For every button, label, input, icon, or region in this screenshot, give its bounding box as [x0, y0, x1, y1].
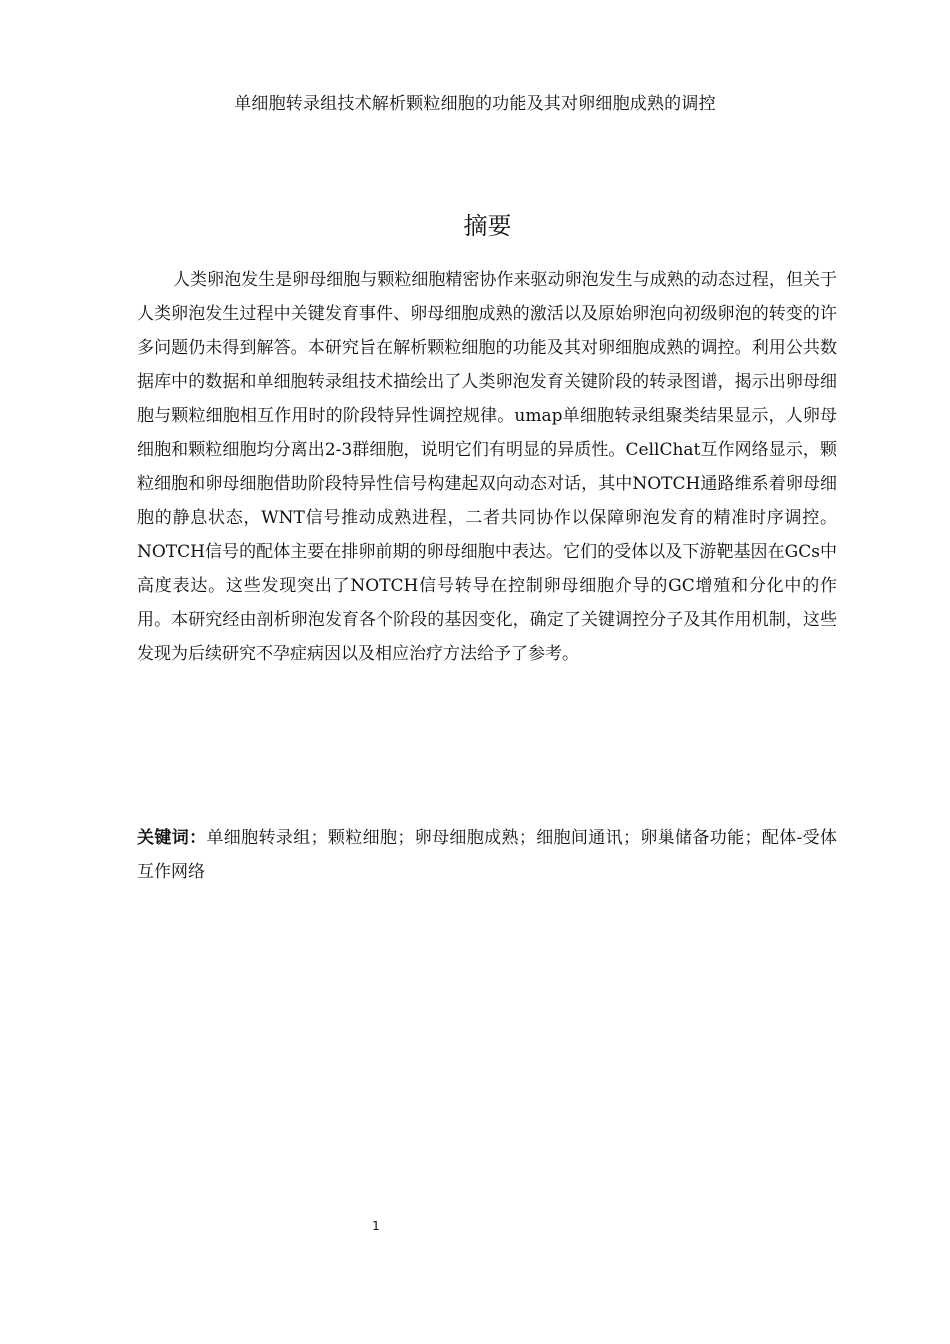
- keywords-label: 关键词：: [137, 828, 207, 848]
- page-number: 1: [372, 1219, 380, 1233]
- abstract-body: 人类卵泡发生是卵母细胞与颗粒细胞精密协作来驱动卵泡发生与成熟的动态过程，但关于人类卵泡发生过程中关键发育事件、卵母细胞成熟的激活以及原始卵泡向初级卵泡的转变的许多问题仍未得到解答。本研究旨在解析颗粒细胞的功能及其对卵细胞成熟的调控。利用公共数据库中的数据和单细胞转录组技术描绘出了人类卵泡发育关键阶段的转录图谱，揭示出卵母细胞与颗粒细胞相互作用时的阶段特异性调控规律。umap单细胞转录组聚类结果显示，人卵母细胞和颗粒细胞均分离出2-3群细胞，说明它们有明显的异质性。CellChat互作网络显示，颗粒细胞和卵母细胞借助阶段特异性信号构建起双向动态对话，其中NOTCH通路维系着卵母细胞的静息状态，WNT信号推动成熟进程，二者共同协作以保障卵泡发育的精准时序调控。NOTCH信号的配体主要在排卵前期的卵母细胞中表达。它们的受体以及下游靶基因在GCs中高度表达。这些发现突出了NOTCH信号转导在控制卵母细胞介导的GC增殖和分化中的作用。本研究经由剖析卵泡发育各个阶段的基因变化，确定了关键调控分子及其作用机制，这些发现为后续研究不孕症病因以及相应治疗方法给予了参考。: [137, 270, 837, 664]
- keywords-text: 单细胞转录组；颗粒细胞；卵母细胞成熟；细胞间通讯；卵巢储备功能；配体-受体互作网络: [137, 828, 838, 882]
- abstract-heading: 摘要: [463, 212, 512, 240]
- document-title: 单细胞转录组技术解析颗粒细胞的功能及其对卵细胞成熟的调控: [234, 94, 716, 114]
- keywords-paragraph: [137, 821, 837, 889]
